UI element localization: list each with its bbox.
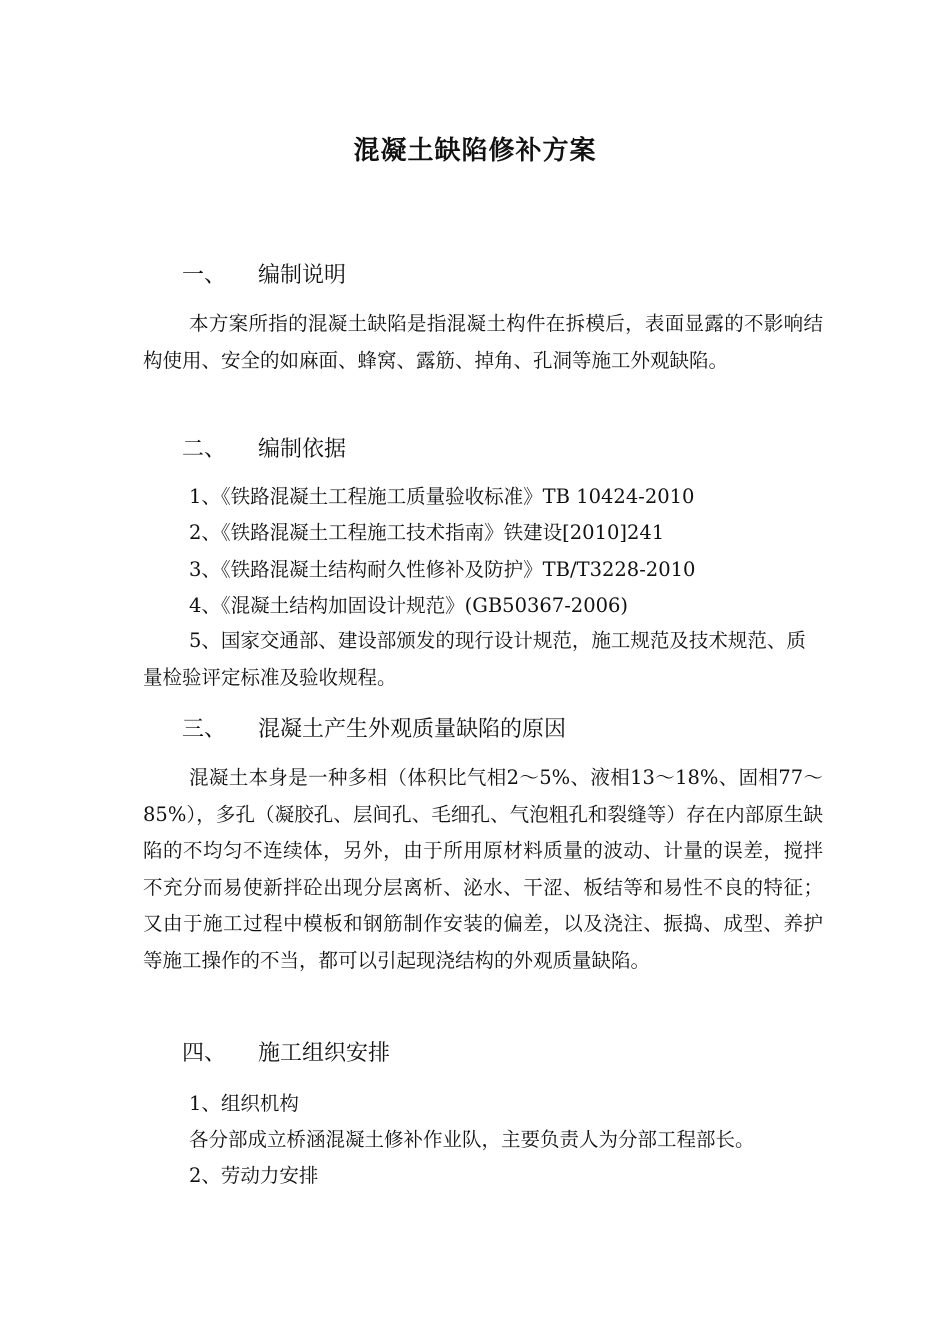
reference-item: 5、国家交通部、建设部颁发的现行设计规范，施工规范及技术规范、质量检验评定标准及验收规程。 <box>143 629 806 689</box>
section-heading-3 <box>182 712 566 743</box>
subsection-text: 各分部成立桥涵混凝土修补作业队，主要负责人为分部工程部长。 <box>189 1128 755 1151</box>
section-number: 二、 <box>182 437 227 462</box>
section-number: 四、 <box>182 1041 227 1066</box>
reference-item: 3、《铁路混凝土结构耐久性修补及防护》TB/T3228-2010 <box>189 558 696 581</box>
reference-item: 2、《铁路混凝土工程施工技术指南》铁建设[2010]241 <box>189 521 665 544</box>
section-title: 编制说明 <box>258 263 347 288</box>
section-paragraph: 本方案所指的混凝土缺陷是指混凝土构件在拆模后，表面显露的不影响结构使用、安全的如麻面、蜂窝、露筋、掉角、孔洞等施工外观缺陷。 <box>143 312 823 372</box>
section-heading-2 <box>182 432 346 463</box>
section-title: 混凝土产生外观质量缺陷的原因 <box>258 717 567 742</box>
document-title: 混凝土缺陷修补方案 <box>353 136 597 166</box>
reference-item: 1、《铁路混凝土工程施工质量验收标准》TB 10424-2010 <box>189 485 695 508</box>
section-paragraph: 混凝土本身是一种多相（体积比气相2～5%、液相13～18%、固相77～85%），多孔（凝胶孔、层间孔、毛细孔、气泡粗孔和裂缝等）存在内部原生缺陷的不均匀不连续体，另外，由于所用原材料质量的波动、计量的误差，搅拌不充分而易使新拌砼出现分层离析、泌水、干涩、板结等和易性不良的特征；又由于施工过程中模板和钢筋制作安装的偏差，以及浇注、振捣、成型、养护等施工操作的不当，都可以引起现浇结构的外观质量缺陷。 <box>143 766 823 972</box>
subsection-heading: 2、劳动力安排 <box>189 1164 319 1187</box>
section-title: 施工组织安排 <box>258 1041 391 1066</box>
reference-item: 4、《混凝土结构加固设计规范》(GB50367-2006) <box>189 594 629 617</box>
section-number: 三、 <box>182 717 227 742</box>
section-heading-4 <box>182 1036 390 1067</box>
section-number: 一、 <box>182 263 227 288</box>
section-heading-1 <box>182 258 346 289</box>
section-title: 编制依据 <box>258 437 347 462</box>
subsection-heading: 1、组织机构 <box>189 1092 299 1115</box>
